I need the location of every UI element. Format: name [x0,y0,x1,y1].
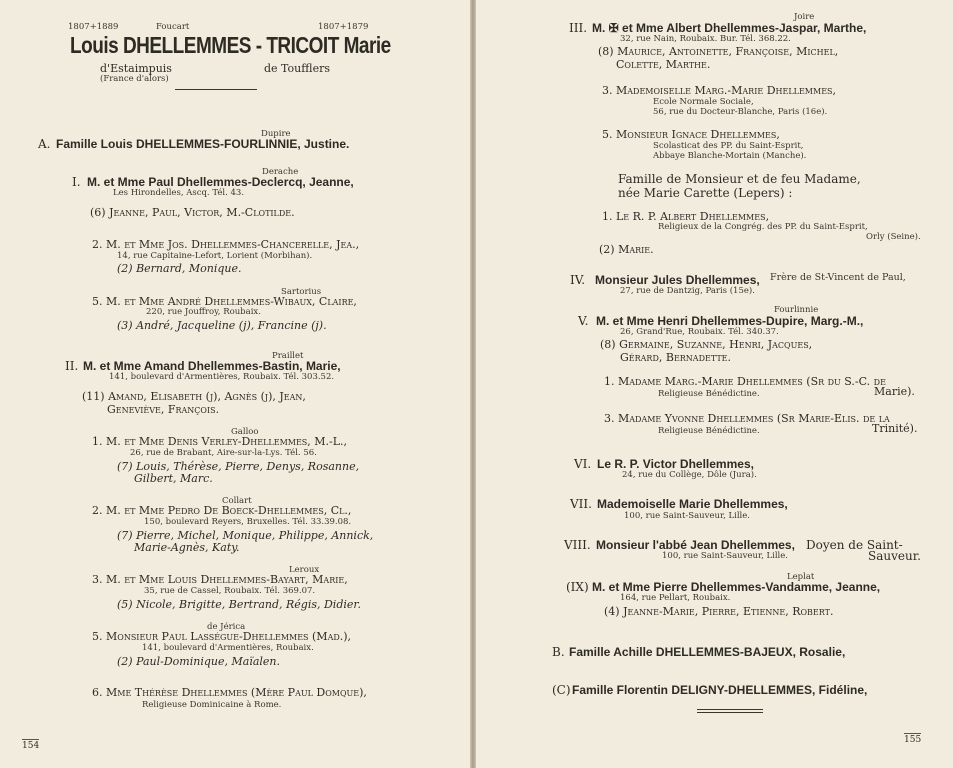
ix-alias: Leplat [787,572,815,582]
ii-c5-line: 5. Monsieur Paul Lasségue-Dhellemmes (Mad.), [92,630,352,643]
viii-tail: Sauveur. [868,549,921,563]
viii-name: Monsieur l'abbé Jean Dhellemmes, [596,538,795,552]
iii-num: III. [569,21,588,35]
iv-note: Frère de St-Vincent de Paul, [770,272,906,283]
ii-c2-alias: Collart [222,496,252,506]
iv-name: Monsieur Jules Dhellemmes, [595,273,760,287]
ii-c1-address: 26, rue de Brabant, Aire-sur-la-Lys. Tél. 56. [130,448,317,458]
ii-c2-address: 150, boulevard Reyers, Bruxelles. Tél. 33.39.08. [144,517,352,527]
ii-c2-kids-2: Marie-Agnès, Katy. [134,541,240,554]
alias-left: Foucart [156,22,190,32]
ii-c2-kids-1: (7) Pierre, Michel, Monique, Philippe, Annick, [117,529,374,542]
ii-c3-line: 3. M. et Mme Louis Dhellemmes-Bayart, Marie, [92,573,348,586]
iii-l1-address-2: Orly (Seine). [866,232,921,242]
ii-c5-alias: de Jérica [207,622,246,632]
family-b-heading: Famille Achille DHELLEMMES-BAJEUX, Rosalie, [569,645,846,659]
title-rule [175,89,257,90]
v-c3-tail: Trinité). [872,422,918,435]
right-page [476,0,953,768]
ii-c3-kids: (5) Nicole, Brigitte, Bertrand, Régis, Didier. [117,598,361,611]
viii-address: 100, rue Saint-Sauveur, Lille. [662,551,789,561]
i-alias: Derache [262,167,299,177]
iv-address: 27, rue de Dantzig, Paris (15e). [620,286,755,296]
dates-right: 1807+1879 [318,22,369,32]
iii-c5-address-2: Abbaye Blanche-Mortain (Manche). [653,151,807,161]
v-c1-tail: Marie). [874,385,915,398]
i-c2-line: 2. M. et Mme Jos. Dhellemmes-Chancerelle, Jea., [92,238,360,251]
left-page [0,0,470,768]
iii-c3-line: 3. Mademoiselle Marg.-Marie Dhellemmes, [602,84,837,97]
ix-num: (IX) [566,580,589,594]
ii-name: M. et Mme Amand Dhellemmes-Bastin, Marie, [83,359,341,373]
ii-children-1: (11) Amand, Elisabeth (j), Agnès (j), Jean, [82,390,306,403]
family-a-heading: Famille Louis DHELLEMMES-FOURLINNIE, Justine. [56,137,350,151]
i-c5-kids: (3) André, Jacqueline (j), Francine (j). [117,319,327,332]
ii-num: II. [65,359,79,373]
v-c3-address: Religieuse Bénédictine. [658,426,760,436]
ii-c1-line: 1. M. et Mme Denis Verley-Dhellemmes, M.-L., [92,435,348,448]
ii-address: 141, boulevard d'Armentières, Roubaix. Tél. 303.52. [109,372,335,382]
v-num: V. [578,314,589,328]
dates-left: 1807+1889 [68,22,119,32]
ii-c5-kids: (2) Paul-Dominique, Maïalen. [117,655,280,668]
iii-c5-line: 5. Monsieur Ignace Dhellemmes, [602,128,780,141]
family-c-num: (C) [552,683,571,697]
iii-alias: Joire [794,12,815,22]
iii-children-2: Colette, Marthe. [616,58,711,71]
viii-num: VIII. [564,538,591,552]
ii-c1-kids-2: Gilbert, Marc. [134,472,213,485]
i-c5-line: 5. M. et Mme André Dhellemmes-Wibaux, Claire, [92,295,357,308]
vii-name: Mademoiselle Marie Dhellemmes, [597,497,788,511]
v-children-2: Gérard, Bernadette. [620,351,731,364]
v-c1-address: Religieuse Bénédictine. [658,389,760,399]
i-c2-address: 14, rue Capitaine-Lefort, Lorient (Morbihan). [117,251,313,261]
i-num: I. [72,175,81,189]
ix-children: (4) Jeanne-Marie, Pierre, Etienne, Robert. [604,605,834,618]
family-c-heading: Famille Florentin DELIGNY-DHELLEMMES, Fidéline, [572,683,868,697]
family-a-alias: Dupire [261,129,291,139]
iii-l1-address-1: Religieux de la Congrég. des PP. du Saint-Esprit, [658,222,868,232]
ii-c3-address: 35, rue de Cassel, Roubaix. Tél. 369.07. [144,586,316,596]
v-address: 26, Grand'Rue, Roubaix. Tél. 340.37. [620,327,779,337]
family-b-num: B. [552,645,565,659]
family-a-num: A. [38,137,51,151]
v-c1-line: 1. Madame Marg.-Marie Dhellemmes (Sr du S.-C. de [604,375,886,388]
ii-c6-address: Religieuse Dominicaine à Rome. [142,700,282,710]
ii-c6-line: 6. Mme Thérèse Dhellemmes (Mère Paul Domque), [92,686,367,699]
page-title: Louis DHELLEMMES - TRICOIT Marie [70,34,391,60]
ii-alias: Praillet [272,351,304,361]
iii-c5-address-1: Scolasticat des PP. du Saint-Esprit, [653,141,804,151]
ii-c1-alias: Galloo [231,427,259,437]
iii-l1-line: 1. Le R. P. Albert Dhellemmes, [602,210,770,223]
ii-c3-alias: Leroux [289,565,320,575]
vi-address: 24, rue du Collège, Dôle (Jura). [622,470,757,480]
i-address: Les Hirondelles, Ascq. Tél. 43. [113,188,245,198]
iii-address: 32, rue Nain, Roubaix. Bur. Tél. 368.22. [620,34,791,44]
vii-address: 100, rue Saint-Sauveur, Lille. [624,511,751,521]
ii-c5-address: 141, boulevard d'Armentières, Roubaix. [142,643,314,653]
iii-late-2: née Marie Carette (Lepers) : [618,186,793,200]
page-number-right: 155 [904,735,922,745]
v-name: M. et Mme Henri Dhellemmes-Dupire, Marg.-M., [596,314,864,328]
page-number-left: 154 [22,741,40,751]
vi-num: VI. [574,457,592,471]
vii-num: VII. [570,497,592,511]
iii-c3-address-1: Ecole Normale Sociale, [653,97,754,107]
ix-address: 164, rue Pellart, Roubaix. [620,593,731,603]
iii-c3-address-2: 56, rue du Docteur-Blanche, Paris (16e). [653,107,828,117]
iii-children-1: (8) Maurice, Antoinette, Françoise, Michel, [598,45,839,58]
iv-num: IV. [570,273,586,287]
end-rule-2 [697,712,763,713]
i-name: M. et Mme Paul Dhellemmes-Declercq, Jeanne, [87,175,354,189]
viii-note: Doyen de Saint- [806,538,903,552]
origin-left: d'Estaimpuis [100,62,172,75]
ii-c1-kids-1: (7) Louis, Thérèse, Pierre, Denys, Rosanne, [117,460,360,473]
v-children-1: (8) Germaine, Suzanne, Henri, Jacques, [600,338,813,351]
end-rule-1 [697,709,763,710]
v-alias: Fourlinnie [774,305,819,315]
v-c3-line: 3. Madame Yvonne Dhellemmes (Sr Marie-Elis. de la [604,412,890,425]
origin-right: de Toufflers [264,62,330,75]
iii-late-1: Famille de Monsieur et de feu Madame, [618,172,861,186]
ii-children-2: Geneviève, François. [107,403,220,416]
vi-name: Le R. P. Victor Dhellemmes, [597,457,754,471]
ix-name: M. et Mme Pierre Dhellemmes-Vandamme, Jeanne, [592,580,881,594]
i-c2-kids: (2) Bernard, Monique. [117,262,242,275]
i-children: (6) Jeanne, Paul, Victor, M.-Clotilde. [90,206,295,219]
iii-name: M. ✠ et Mme Albert Dhellemmes-Jaspar, Marthe, [592,21,867,35]
i-c5-alias: Sartorius [281,287,322,297]
i-c5-address: 220, rue Jouffroy, Roubaix. [146,307,261,317]
origin-left-sub: (France d'alors) [100,74,169,84]
iii-l2: (2) Marie. [599,243,654,256]
ii-c2-line: 2. M. et Mme Pedro De Boeck-Dhellemmes, Cl., [92,504,352,517]
